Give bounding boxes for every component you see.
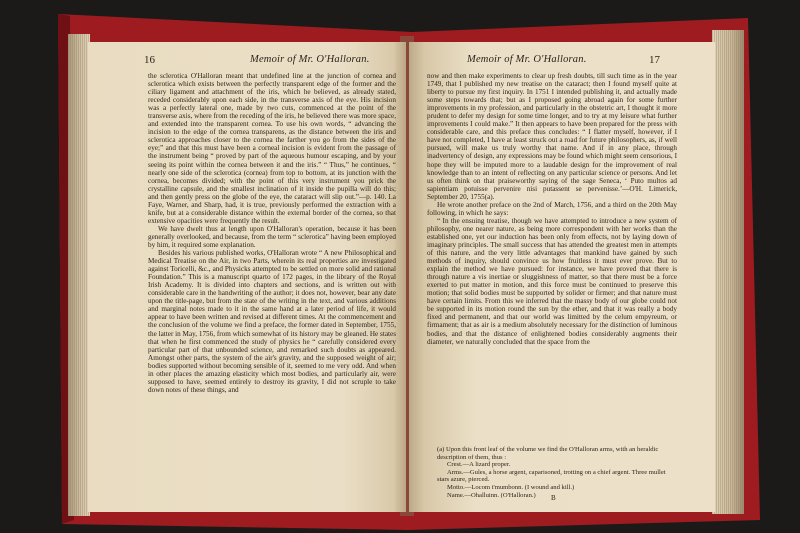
paragraph: Besides his various published works, O'Halloran wrote “ A new Philosophical and Medical Treatise on the Air, in two Parts, wherein its real properties are investigated against Toricelli, &c., and Physicks attempted to be settled on more solid and rational Foundation.” This is a manuscript quarto of 172 pages, in the library of the Royal Irish Academy. It is divided into chapters and sections, and is written out with considerable care in the handwriting of the author; it does not, however, bear any date upon the title-page, but from the state of the writing in the text, and various additions and marginal notes made to it in the same hand at a later period of life, it would appear to have been written and revised at different times. At the commencement and the conclusion of the volume we find a preface, the former dated in September, 1755, the latter in May, 1756, from which somewhat of its history may be gleaned. He states that when he first commenced the study of physics he “ carefully considered every particular part of that unbounded science, and remarked such doubts as appeared. Amongst other parts, the system of the air's gravity, and the supposed weight of air; bodies supported without becoming sensible of it, seemed to me very odd. And when in other places the amazing elasticity which most bodies, and particularly air, were supposed to have, seemed entirely to destroy its gravity, I did not scruple to take down notes of these things, and	[148, 249, 396, 394]
running-head: Memoir of Mr. O'Halloran.	[467, 54, 587, 65]
paragraph: He wrote another preface on the 2nd of March, 1756, and a third on the 20th May following, in which he says:	[427, 200, 677, 217]
page-number: 17	[649, 54, 660, 66]
footnote-arms: Arms.—Gules, a horse argent, caparisoned, trotting on a chief argent. Three mullet stars azure, pierced.	[437, 468, 666, 484]
right-page	[409, 42, 715, 512]
left-page-edge-lines	[68, 34, 90, 516]
paragraph: We have dwelt thus at length upon O'Halloran's operation, because it has been generally overlooked, and because, from the term “ sclerotica” having been employed by him, it required some explanation.	[148, 224, 396, 249]
paragraph: the sclerotica O'Halloran meant that undefined line at the junction of cornea and sclerotica which exists between the perfectly transparent edge of the former and the ciliary ligament and attachment of the iris, which he believed, as already stated, receded considerably upon each side, in the transverse axis of the eye. His incision was a perfectly lateral one, made by two cuts, commenced at the point of the transverse axis, where from the receding of the iris, he believed there was more space, and extended into the transparent cornea. To use his own words, “ advancing the incision to the edge of the cornea transparens, as the distance between the iris and sclerotica approaches closer to the cornea the farther you go from the sides of the eye;” and that this must have been a corneal incision is evident from the passage of the instrument being “ proved by part of the aqueous humour escaping, and by your seeing its point within the cornea between it and the iris.” “ Thus,” he continues, “ nearly one side of the sclerotica (cornea) from top to bottom, at its junction with the cornea, becomes divided; with the point of this very instrument you prick the crystalline capsule, and the smallest inclination of it inside the pupilla will do this; and then gently press on the globe of the eye, the cataract will slip out.”—p. 140. La Faye, Warner, and Sharp, had, it is true, previously performed the extraction with a knife, but at a considerable distance within the external border of the cornea, so that extensive opacities were frequently the result.	[148, 72, 396, 225]
paragraph: “ In the ensuing treatise, though we have attempted to introduce a new system of philosophy, one nearer nature, as being more correspondent with her works than the established one, yet our induction has been only from effects, not by laying down of imaginary principles. The small success that has attended the greatest men in attempts of this nature, and the very little advantages that mankind have gained by such methods of inquiry, should convince us how fruitless it must ever prove. But to explain the method we have pursued: for instance, we have proved that there is through nature a vis inertiae or sluggishness of matter, so that there must be a force exerted to put matter in motion, and this force must be continued to preserve this motion; that solid bodies must be supported by solider or firmer; and that nature must have certain limits. From this we inferred that the massy body of our globe could not be supported in its motion round the sun by the ether, and that it was really a body fixed and permanent, and that our world was limitted by the celum empyreum, or firmament; that as air is a medium absolutely necessary for the distinction of luminous bodies, and that the distance of enlightened bodies considerably augments their diameter, we naturally concluded that the space from the	[427, 216, 677, 346]
right-page-edge-lines	[712, 30, 744, 514]
footnote-intro: (a) Upon this front leaf of the volume we find the O'Halloran arms, with an heraldic description of them, thus :	[437, 446, 659, 461]
page-number: 16	[144, 54, 155, 66]
footnote-crest: Crest.—A lizard proper.	[447, 461, 511, 469]
footnote-name: Name.—Ohalluinn. (O'Halloran.)	[447, 491, 536, 499]
signature-mark: B	[551, 494, 556, 502]
body-text	[148, 72, 396, 394]
left-page	[88, 42, 406, 512]
running-head: Memoir of Mr. O'Halloran.	[250, 54, 370, 65]
footnote-motto: Motto.—Locom t'mumbonn. (I wound and kill.)	[447, 483, 575, 491]
body-text	[427, 72, 677, 346]
footnote	[437, 446, 677, 499]
paragraph: now and then make experiments to clear up fresh doubts, till such time as in the year 1749, that I published my new treatise on the cataract; then I found myself quite at liberty to pursue my first inquiry. In 1751 I intended publishing it, and actually made some steps towards that; but as I proposed going abroad again for some further improvements in my profession, and particularly in the obstetric art, I thought it more prudent to defer my design for some time longer, and to try at my leisure what further improvements I could make.” It then appears to have been prepared for the press with considerable care, and this preface thus concludes: “ I flatter myself, however, if I have not completed, I have at least struck out a road for future philosophers, as, if well pursued, will make us truly worthy that name. And if in any place, through inadvertency of design, any expressions may be found which might seem censorious, I hope they will be imputed more to a laudable design for the improvement of real knowledge than to an intent of reflecting on any particular science or persons. And let us often think on that praiseworthy saying of the sage Seneca, ‘ Puto multos ad sapientiam potuisse pervenire nisi putassent se pervenisse.’—O'H. Limerick, September 20, 1755(a).	[427, 72, 677, 201]
